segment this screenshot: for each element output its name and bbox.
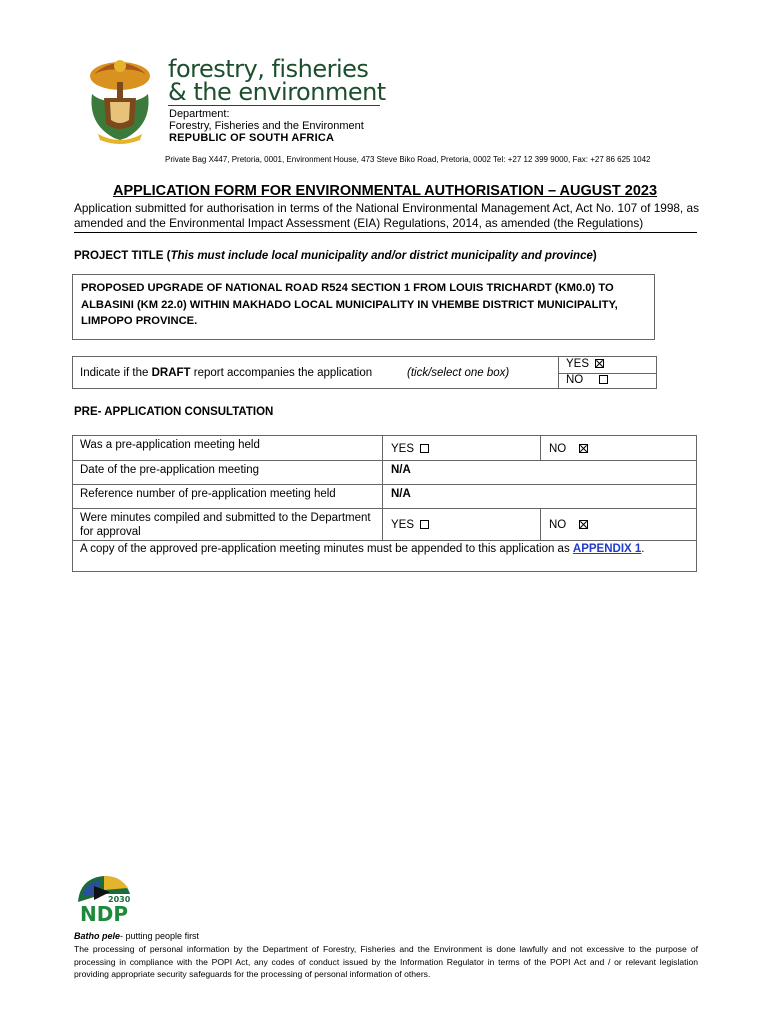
project-title-heading: [74, 250, 597, 262]
minutes-yes-checkbox[interactable]: [420, 520, 429, 529]
draft-yes-option[interactable]: [566, 358, 604, 370]
draft-report-table: [72, 356, 657, 389]
project-title-box[interactable]: PROPOSED UPGRADE OF NATIONAL ROAD R524 SECTION 1 FROM LOUIS TRICHARDT (KM0.0) TO ALBASINI (KM 22.0) WITHIN MAKHADO LOCAL MUNICIPALITY IN VHEMBE DISTRICT MUNICIPALITY, LIMPOPO PROVINCE.: [72, 274, 655, 340]
minutes-no[interactable]: [549, 518, 588, 532]
form-subtitle: Application submitted for authorisation in terms of the National Environmental Management Act, Act No. 107 of 1998, as amended and the Environmental Impact Assessment (EIA) Regulations, 2014, as amended (the Regulations): [74, 201, 699, 230]
minutes-yes[interactable]: [391, 518, 429, 532]
draft-no-checkbox[interactable]: [599, 375, 608, 384]
appendix-1-link[interactable]: APPENDIX 1: [572, 543, 642, 555]
batho-pele-bold: Batho pele: [74, 931, 121, 941]
draft-no-label: NO: [566, 374, 584, 386]
batho-pele-tail: - putting people first: [120, 931, 200, 941]
department-name: Forestry, Fisheries and the Environment: [169, 120, 364, 132]
pre-application-heading: PRE- APPLICATION CONSULTATION: [74, 406, 274, 418]
draft-question: [80, 367, 372, 379]
draft-label-before: Indicate if the: [80, 367, 152, 379]
minutes-question: Were minutes compiled and submitted to the Department for approval: [80, 512, 371, 538]
title-divider: [74, 232, 697, 233]
brand-name-line1: forestry, fisheries: [168, 55, 369, 83]
draft-label-bold: DRAFT: [151, 367, 191, 379]
ndp-text: NDP: [80, 902, 128, 924]
project-heading-instruction: This must include local municipality and/or district municipality and province: [170, 250, 593, 262]
ndp-2030-logo: [74, 872, 132, 924]
row-divider: [73, 508, 696, 509]
contact-address: Private Bag X447, Pretoria, 0001, Environment House, 473 Steve Biko Road, Pretoria, 0002 Tel: +27 12 399 9000, Fax: +27 86 625 1042: [165, 155, 651, 164]
minutes-yes-label: YES: [391, 519, 415, 531]
draft-options: [558, 357, 657, 388]
row-divider: [73, 460, 696, 461]
department-label: Department:: [169, 108, 230, 120]
minutes-no-checkbox[interactable]: [579, 520, 588, 529]
brand-name-line2: & the environment: [168, 78, 386, 106]
meeting-held-no[interactable]: [549, 442, 588, 456]
department-block: [169, 108, 364, 144]
batho-pele-slogan: [74, 931, 199, 941]
meeting-held-question: Was a pre-application meeting held: [80, 439, 260, 451]
column-divider: [540, 508, 541, 540]
meeting-held-no-checkbox[interactable]: [579, 444, 588, 453]
column-divider: [382, 436, 383, 540]
row-divider: [73, 540, 696, 541]
draft-yes-checkbox[interactable]: [595, 359, 604, 368]
minutes-no-label: NO: [549, 519, 567, 531]
meeting-held-yes[interactable]: [391, 442, 429, 456]
meeting-date-question: Date of the pre-application meeting: [80, 464, 259, 476]
meeting-held-yes-label: YES: [391, 443, 415, 455]
meeting-held-yes-checkbox[interactable]: [420, 444, 429, 453]
meeting-held-no-label: NO: [549, 443, 567, 455]
project-heading-suffix: ): [592, 250, 597, 262]
reference-number-question: Reference number of pre-application meeting held: [80, 488, 336, 500]
ndp-year: 2030: [108, 895, 131, 904]
pre-application-table: [72, 435, 697, 572]
form-title: APPLICATION FORM FOR ENVIRONMENTAL AUTHORISATION – AUGUST 2023: [112, 183, 658, 199]
reference-number-answer[interactable]: N/A: [391, 488, 411, 500]
draft-yes-label: YES: [566, 358, 590, 370]
appendix-note-text: A copy of the approved pre-application meeting minutes must be appended to this application as: [80, 543, 573, 555]
coat-of-arms-logo: [84, 54, 156, 144]
draft-instruction: (tick/select one box): [407, 367, 510, 379]
row-divider: [73, 484, 696, 485]
appendix-note: [80, 542, 645, 556]
brand-divider: [168, 105, 380, 106]
popi-disclaimer: The processing of personal information by the Department of Forestry, Fisheries and the Environment is done lawfully and not excessive to the purpose of processing in compliance with the POPI Act, any codes of conduct issued by the Information Regulator in terms of the POPI Act and / or relevant legislation providing appropriate security safeguards for the processing of personal information of others.: [74, 944, 698, 979]
project-heading-prefix: PROJECT TITLE (: [74, 250, 171, 262]
appendix-note-end: .: [641, 543, 645, 555]
draft-no-option[interactable]: [566, 374, 608, 386]
republic-label: REPUBLIC OF SOUTH AFRICA: [169, 132, 335, 144]
meeting-date-answer[interactable]: N/A: [391, 464, 411, 476]
draft-label-after: report accompanies the application: [190, 367, 373, 379]
column-divider: [540, 436, 541, 460]
